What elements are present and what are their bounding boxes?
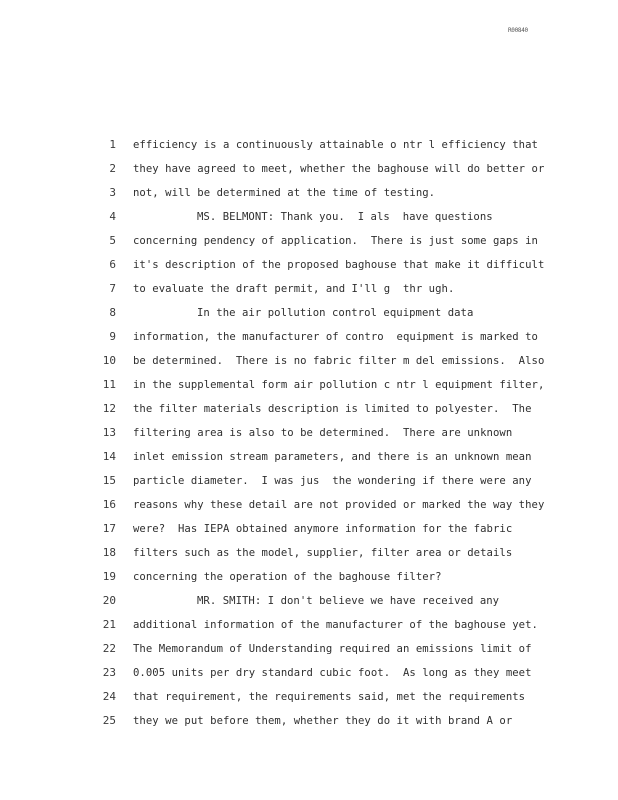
line-number: 12 [102,402,116,415]
line-number: 11 [102,378,116,391]
line-number: 6 [109,258,116,271]
line-number: 15 [102,474,116,487]
transcript-line [0,233,618,257]
line-number: 5 [109,234,116,247]
transcript-line [0,137,618,161]
line-text: the filter materials description is limited to polyester. The [133,403,532,415]
line-text: inlet emission stream parameters, and there is an unknown mean [133,451,532,463]
line-number: 4 [109,210,116,223]
line-number: 7 [109,282,116,295]
line-number: 2 [109,162,116,175]
transcript-line [0,353,618,377]
line-number: 17 [102,522,116,535]
line-number: 1 [109,138,116,151]
line-text: filters such as the model, supplier, filter area or details [133,547,513,559]
transcript-line [0,641,618,665]
transcript-line [0,473,618,497]
transcript-line [0,377,618,401]
line-text: they have agreed to meet, whether the baghouse will do better or [133,163,545,175]
line-text: that requirement, the requirements said, met the requirements [133,691,526,703]
line-text: reasons why these detail are not provided or marked the way they [133,499,545,511]
page-identifier: R00840 [508,27,528,34]
line-number: 23 [102,666,116,679]
line-text: efficiency is a continuously attainable o ntr l efficiency that [133,139,538,151]
transcript-line [0,713,618,737]
line-text: be determined. There is no fabric filter m del emissions. Also [133,355,545,367]
line-number: 8 [109,306,116,319]
line-number: 18 [102,546,116,559]
transcript-line [0,305,618,329]
line-number: 13 [102,426,116,439]
line-text: in the supplemental form air pollution c ntr l equipment filter, [133,379,545,391]
transcript-line [0,521,618,545]
transcript-line [0,209,618,233]
line-number: 19 [102,570,116,583]
line-text: additional information of the manufacturer of the baghouse yet. [133,619,538,631]
line-text: to evaluate the draft permit, and I'll g thr ugh. [133,283,455,295]
line-text: MR. SMITH: I don't believe we have received any [197,595,500,607]
line-number: 21 [102,618,116,631]
line-text: In the air pollution control equipment data [197,307,474,319]
transcript-line [0,257,618,281]
line-number: 20 [102,594,116,607]
transcript-line [0,161,618,185]
line-text: it's description of the proposed baghouse that make it difficult [133,259,545,271]
line-text: concerning the operation of the baghouse filter? [133,571,442,583]
line-number: 22 [102,642,116,655]
transcript-line [0,665,618,689]
transcript-line [0,185,618,209]
line-text: filtering area is also to be determined. There are unknown [133,427,513,439]
line-number: 25 [102,714,116,727]
line-text: were? Has IEPA obtained anymore information for the fabric [133,523,513,535]
line-number: 9 [109,330,116,343]
transcript-line [0,497,618,521]
transcript-line [0,281,618,305]
line-number: 14 [102,450,116,463]
line-number: 24 [102,690,116,703]
transcript-line [0,569,618,593]
line-text: MS. BELMONT: Thank you. I als have questions [197,211,493,223]
transcript-line [0,617,618,641]
transcript-line [0,329,618,353]
transcript-line [0,401,618,425]
line-text: information, the manufacturer of contro equipment is marked to [133,331,538,343]
line-text: they we put before them, whether they do it with brand A or [133,715,513,727]
line-number: 10 [102,354,116,367]
transcript-line [0,449,618,473]
transcript-body [0,137,618,737]
transcript-line [0,425,618,449]
transcript-line [0,689,618,713]
transcript-line [0,545,618,569]
line-number: 16 [102,498,116,511]
line-text: not, will be determined at the time of testing. [133,187,436,199]
line-number: 3 [109,186,116,199]
line-text: particle diameter. I was jus the wondering if there were any [133,475,532,487]
line-text: 0.005 units per dry standard cubic foot. As long as they meet [133,667,532,679]
transcript-line [0,593,618,617]
line-text: The Memorandum of Understanding required an emissions limit of [133,643,532,655]
line-text: concerning pendency of application. There is just some gaps in [133,235,538,247]
